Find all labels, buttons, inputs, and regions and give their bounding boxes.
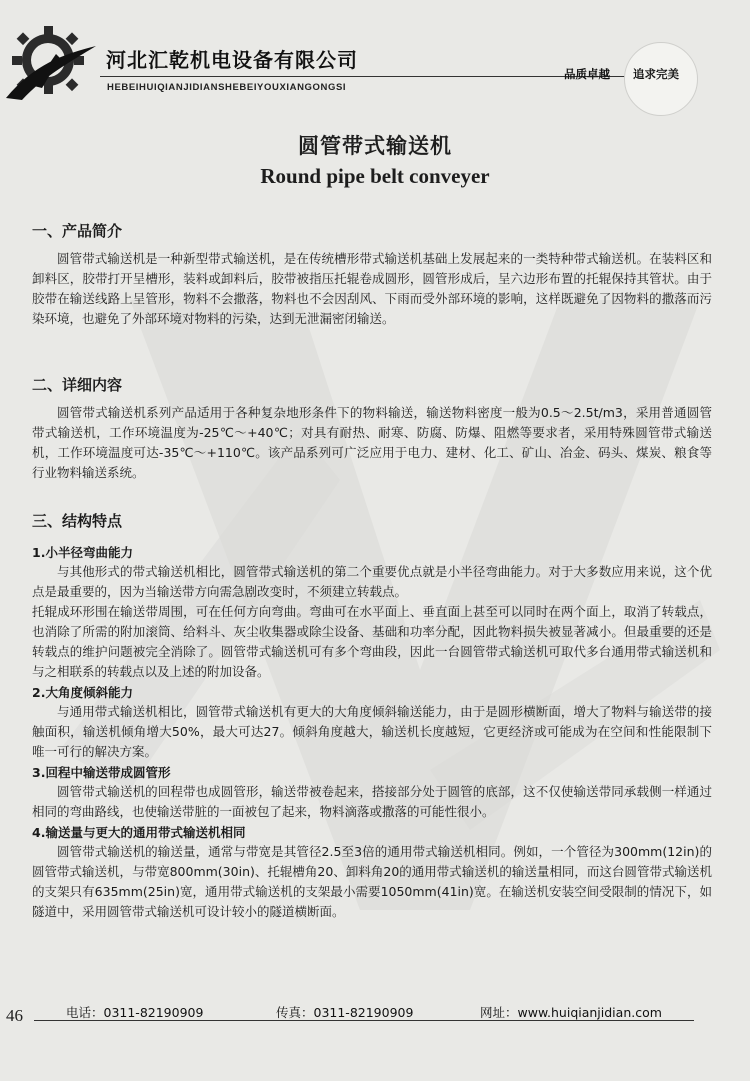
company-name-pinyin: HEBEIHUIQIANJIDIANSHEBEIYOUXIANGONGSI [107,82,347,93]
feature-title: 2.大角度倾斜能力 [32,685,133,700]
section-paragraph: 圆管带式输送机是一种新型带式输送机，是在传统槽形带式输送机基础上发展起来的一类特种带式输送机。在装料区和卸料区，胶带打开呈槽形，装料或卸料后，胶带被指压托辊卷成圆形，圆管形成后，呈六边形布置的托辊保持其管状。由于胶带在输送线路上呈管形，物料不会撒落，物料也不会因刮风、下雨而受外部环境的影响，这样既避免了因物料的撒落而污染环境，也避免了外部环境对物料的污染，达到无泄漏密闭输送。 [32,251,712,326]
company-logo-icon [4,24,98,102]
slogan-quality: 品质卓越 [564,67,610,81]
feature-text: 圆管带式输送机的输送量，通常与带宽是其管径2.5至3倍的通用带式输送机相同。例如，一个管径为300mm(12in)的圆管带式输送机，与带宽800mm(30in)、托辊槽角20、卸料角20的通用带式输送机的输送量相同，而这台圆管带式输送机的支架只有635mm(25in)宽，通用带式输送机的支架最小需要1050mm(41in)宽。在输送机安装空间受限制的情况下，如隧道中，采用圆管带式输送机可设计较小的隧道横断面。 [32,844,712,919]
slogan-perfection: 追求完美 [633,67,679,81]
page-number: 46 [6,1006,23,1025]
page-title: 圆管带式输送机 [298,133,452,158]
section-details [32,374,712,483]
feature-item [32,683,712,762]
section-heading: 三、结构特点 [32,512,123,530]
feature-title: 4.输送量与更大的通用带式输送机相同 [32,825,246,840]
section-heading: 一、产品简介 [32,222,123,240]
footer-fax: 传真：0311-82190909 [276,1005,414,1020]
feature-title: 1.小半径弯曲能力 [32,545,133,560]
footer-website: 网址：www.huiqianjidian.com [480,1005,662,1020]
feature-item [32,823,712,922]
footer-phone: 电话：0311-82190909 [66,1005,204,1020]
feature-text: 与其他形式的带式输送机相比，圆管带式输送机的第二个重要优点就是小半径弯曲能力。对于大多数应用来说，这个优点是最重要的，因为当输送带方向需急剧改变时，不须建立转载点。 [32,564,712,599]
page-header [0,0,750,110]
feature-text: 圆管带式输送机的回程带也成圆管形，输送带被卷起来，搭接部分处于圆管的底部，这不仅使输送带同承载侧一样通过相同的弯曲路线，也使输送带脏的一面被包了起来，物料滴落或撒落的可能性很小。 [32,784,712,819]
section-product-intro [32,220,712,329]
section-heading: 二、详细内容 [32,376,123,394]
feature-text: 托辊成环形围在输送带周围，可在任何方向弯曲。弯曲可在水平面上、垂直面上甚至可以同时在两个面上，取消了转载点，也消除了所需的附加滚筒、给料斗、灰尘收集器或除尘设备、基础和功率分配，因此物料损失被显著减小。但最重要的还是转载点的维护问题被完全消除了。圆管带式输送机可有多个弯曲段，因此一台圆管带式输送机可取代多台通用带式输送机和与之相联系的转载点以及上述的附加设备。 [32,604,712,679]
feature-title: 3.回程中输送带成圆管形 [32,765,171,780]
feature-item [32,543,712,682]
company-name: 河北汇乾机电设备有限公司 [106,48,358,72]
section-paragraph: 圆管带式输送机系列产品适用于各种复杂地形条件下的物料输送，输送物料密度一般为0.5～2.5t/m3，采用普通圆管带式输送机，工作环境温度为-25℃～+40℃；对具有耐热、耐寒、防腐、防爆、阻燃等要求者，采用特殊圆管带式输送机，工作环境温度可达-35℃～+110℃。该产品系列可广泛应用于电力、建材、化工、矿山、冶金、码头、煤炭、粮食等行业物料输送系统。 [32,405,712,480]
feature-text: 与通用带式输送机相比，圆管带式输送机有更大的大角度倾斜输送能力，由于是圆形横断面，增大了物料与输送带的接触面积，输送机倾角增大50%，最大可达27。倾斜角度越大，输送机长度越短，它更经济或可能成为在空间和性能限制下唯一可行的解决方案。 [32,704,712,759]
section-structure-features [32,510,712,922]
page-title-english: Round pipe belt conveyer [260,164,490,188]
feature-item [32,763,712,822]
